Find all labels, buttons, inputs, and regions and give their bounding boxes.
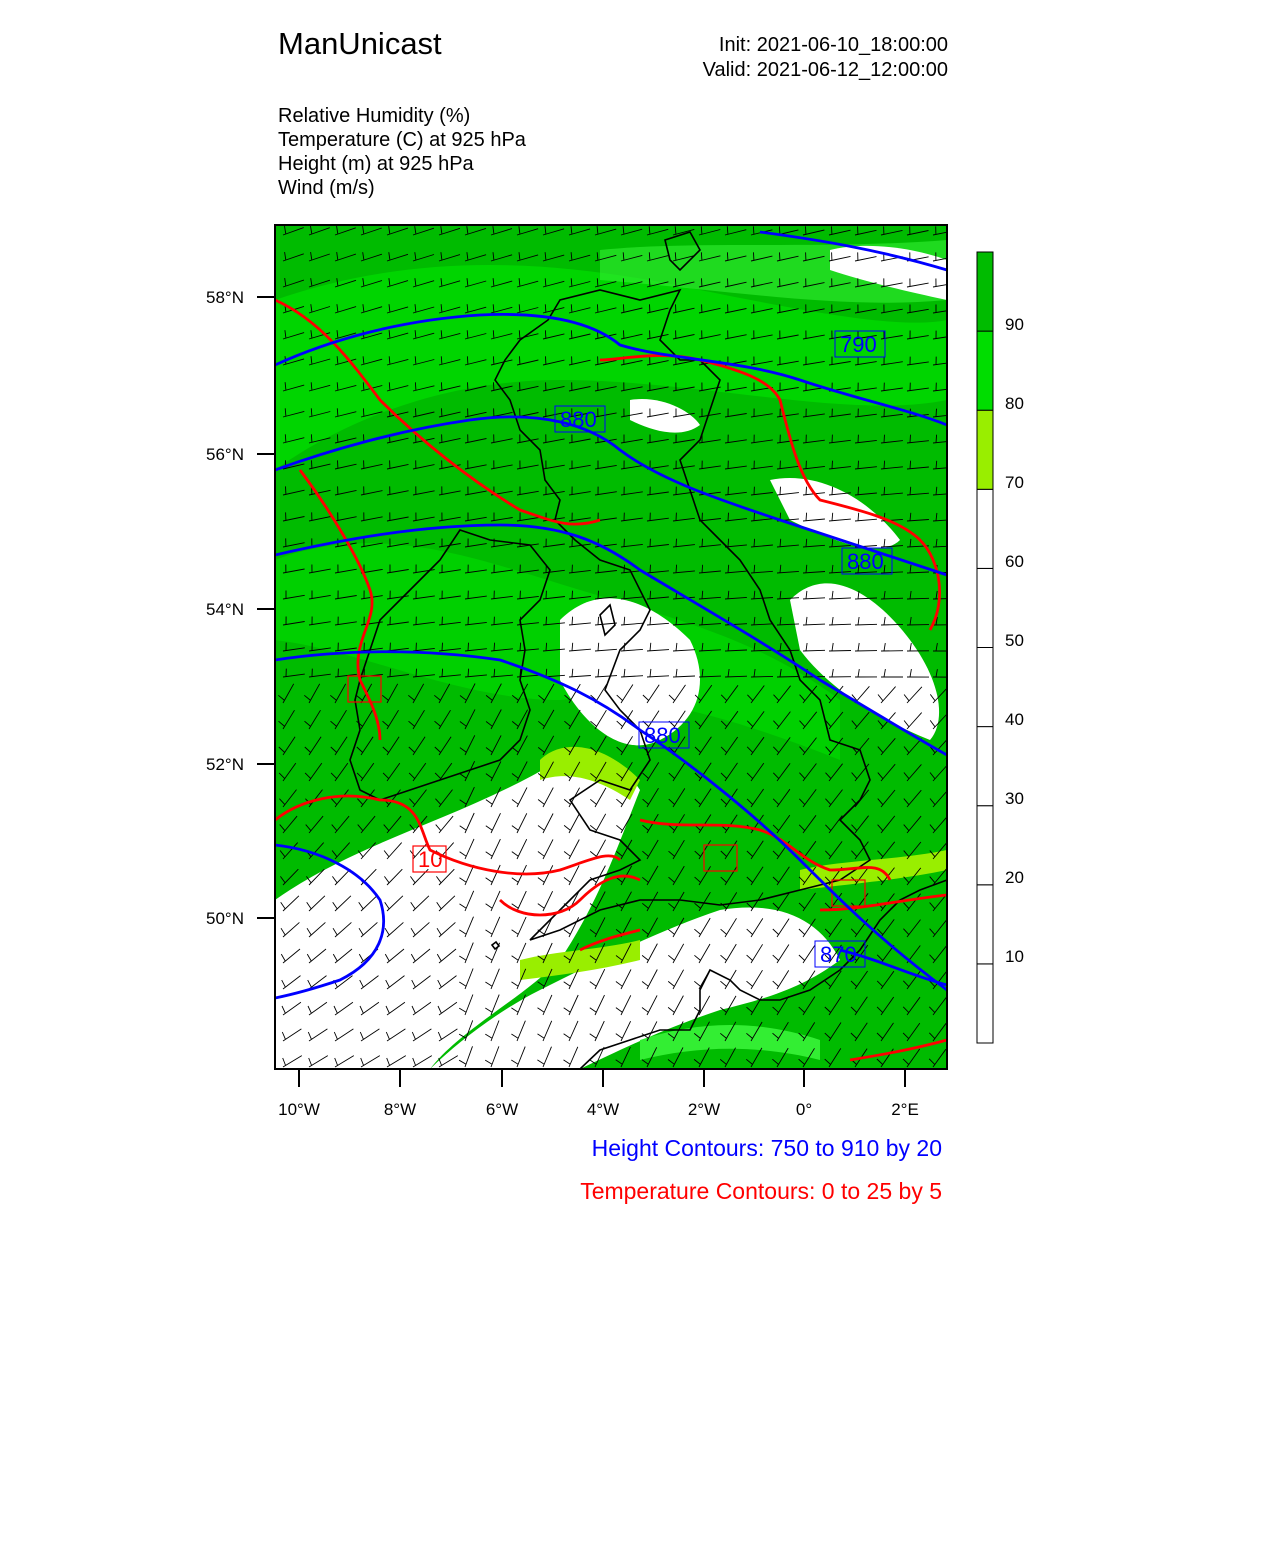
chart-title: ManUnicast (278, 26, 442, 61)
colorbar-box (977, 727, 993, 806)
colorbar-label: 30 (1005, 789, 1024, 808)
lon-tick-label: 4°W (586, 1100, 620, 1119)
lon-tick-label: 8°W (383, 1100, 417, 1119)
colorbar-label: 80 (1005, 394, 1024, 413)
lon-tick-label: 2°W (687, 1100, 721, 1119)
lat-tick-label: 50°N (206, 909, 244, 928)
lat-tick-label: 58°N (206, 288, 244, 307)
lon-tick-label: 0° (795, 1100, 813, 1119)
lon-axis (299, 1069, 905, 1087)
field-temperature: Temperature (C) at 925 hPa (278, 129, 526, 151)
colorbar-label: 60 (1005, 552, 1024, 571)
lat-tick-label: 56°N (206, 445, 244, 464)
colorbar-box (977, 885, 993, 964)
colorbar-box (977, 648, 993, 727)
colorbar-box (977, 806, 993, 885)
colorbar-label: 20 (1005, 868, 1024, 887)
lon-tick-label: 10°W (278, 1100, 320, 1119)
lon-tick-label: 2°E (891, 1100, 919, 1119)
colorbar (977, 252, 993, 1043)
colorbar-box (977, 331, 993, 410)
temperature-labels (418, 847, 442, 872)
height-label: 880 (560, 407, 597, 432)
colorbar-box (977, 964, 993, 1043)
lat-tick-label: 52°N (206, 755, 244, 774)
colorbar-box (977, 252, 993, 331)
height-label: 790 (840, 332, 877, 357)
valid-time: Valid: 2021-06-12_12:00:00 (702, 59, 948, 81)
height-label: 880 (847, 549, 884, 574)
colorbar-label: 40 (1005, 710, 1024, 729)
height-label: 870 (820, 942, 857, 967)
colorbar-label: 70 (1005, 473, 1024, 492)
field-height: Height (m) at 925 hPa (278, 153, 474, 175)
colorbar-label: 90 (1005, 315, 1024, 334)
init-time: Init: 2021-06-10_18:00:00 (718, 34, 948, 56)
lon-tick-label: 6°W (485, 1100, 519, 1119)
lat-axis (257, 297, 275, 918)
height-label: 880 (644, 723, 681, 748)
temperature-contour-legend: Temperature Contours: 0 to 25 by 5 (580, 1178, 942, 1204)
field-rh: Relative Humidity (%) (278, 105, 471, 127)
colorbar-box (977, 568, 993, 647)
colorbar-label: 50 (1005, 631, 1024, 650)
temperature-label: 10 (418, 847, 443, 872)
height-contour-legend: Height Contours: 750 to 910 by 20 (591, 1135, 942, 1161)
colorbar-box (977, 489, 993, 568)
colorbar-label: 10 (1005, 947, 1024, 966)
field-wind: Wind (m/s) (278, 177, 375, 199)
lat-tick-label: 54°N (206, 600, 244, 619)
colorbar-box (977, 410, 993, 489)
